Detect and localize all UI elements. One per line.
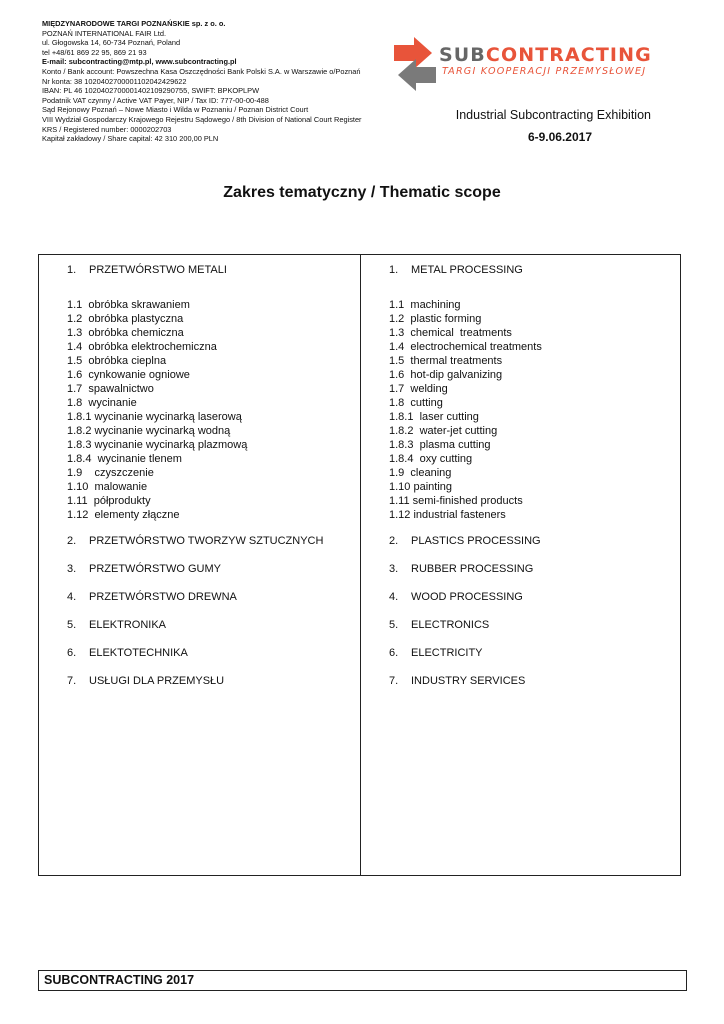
category-number: 1. xyxy=(389,264,399,276)
subcategory-list xyxy=(67,298,247,522)
column-divider xyxy=(360,255,361,875)
category-number: 5. xyxy=(389,619,399,631)
list-item: 1.8 wycinanie xyxy=(67,397,137,409)
list-item: 1.9 czyszczenie xyxy=(67,467,154,479)
category-number: 5. xyxy=(67,619,77,631)
list-item: 1.12 industrial fasteners xyxy=(389,509,506,521)
category-title: RUBBER PROCESSING xyxy=(411,563,534,575)
category-title: PLASTICS PROCESSING xyxy=(411,535,541,547)
subcategory-list xyxy=(389,298,542,522)
category-number: 2. xyxy=(389,535,399,547)
company-name: MIĘDZYNARODOWE TARGI POZNAŃSKIE sp. z o. o. xyxy=(42,19,226,28)
list-item: 1.7 spawalnictwo xyxy=(67,383,154,395)
category-number: 4. xyxy=(389,591,399,603)
list-item: 1.1 machining xyxy=(389,299,461,311)
list-item: 1.8.4 wycinanie tlenem xyxy=(67,453,182,465)
court-info: Sąd Rejonowy Poznań – Nowe Miasto i Wilda w Poznaniu / Poznan District Court xyxy=(42,105,309,115)
share-capital: Kapitał zakładowy / Share capital: 42 310 200,00 PLN xyxy=(42,134,219,144)
subcontracting-logo xyxy=(392,33,656,99)
logo-title-sub: SUB xyxy=(439,44,486,66)
category-title: WOOD PROCESSING xyxy=(411,591,523,603)
page-title: Zakres tematyczny / Thematic scope xyxy=(223,184,501,201)
category-title: PRZETWÓRSTWO DREWNA xyxy=(89,591,237,603)
krs-number: KRS / Registered number: 0000202703 xyxy=(42,124,172,134)
list-item: 1.5 thermal treatments xyxy=(389,355,503,367)
list-item: 1.10 painting xyxy=(389,481,452,493)
list-item: 1.4 electrochemical treatments xyxy=(389,341,542,353)
category-title: PRZETWÓRSTWO TWORZYW SZTUCZNYCH xyxy=(89,535,324,547)
logo-title-contracting: CONTRACTING xyxy=(485,44,652,66)
list-item: 1.2 plastic forming xyxy=(389,313,482,325)
list-item: 1.10 malowanie xyxy=(67,481,148,493)
category-number: 1. xyxy=(67,264,77,276)
list-item: 1.8.1 laser cutting xyxy=(389,411,479,423)
list-item: 1.5 obróbka cieplna xyxy=(67,355,167,367)
thematic-scope-table xyxy=(38,254,681,876)
list-item: 1.3 chemical treatments xyxy=(389,327,512,339)
category-title: INDUSTRY SERVICES xyxy=(411,675,526,687)
list-item: 1.1 obróbka skrawaniem xyxy=(67,299,190,311)
category-number: 7. xyxy=(67,675,77,687)
category-number: 7. xyxy=(389,675,399,687)
list-item: 1.12 elementy złączne xyxy=(67,509,180,521)
category-title: ELECTRICITY xyxy=(411,647,483,659)
category-title: ELECTRONICS xyxy=(411,619,490,631)
footer-title: SUBCONTRACTING 2017 xyxy=(38,970,687,991)
logo-title xyxy=(439,44,652,66)
list-item: 1.8 cutting xyxy=(389,397,443,409)
category-number: 3. xyxy=(389,563,399,575)
list-item: 1.11 semi-finished products xyxy=(389,495,523,507)
category-title: ELEKTRONIKA xyxy=(89,619,167,631)
list-item: 1.8.4 oxy cutting xyxy=(389,453,473,465)
list-item: 1.6 cynkowanie ogniowe xyxy=(67,369,190,381)
list-item: 1.8.2 wycinanie wycinarką wodną xyxy=(67,425,231,437)
category-title: USŁUGI DLA PRZEMYSŁU xyxy=(89,675,225,687)
list-item: 1.8.1 wycinanie wycinarką laserową xyxy=(67,411,242,423)
company-email: E-mail: subcontracting@mtp.pl, www.subcontracting.pl xyxy=(42,57,237,67)
list-item: 1.8.2 water-jet cutting xyxy=(389,425,498,437)
list-item: 1.8.3 plasma cutting xyxy=(389,439,491,451)
iban: IBAN: PL 46 1020402700001402109290755, SWIFT: BPKOPLPW xyxy=(42,86,260,96)
court-division: VIII Wydział Gospodarczy Krajowego Rejestru Sądowego / 8th Division of National Court Register xyxy=(42,114,362,124)
company-name-en: POZNAŃ INTERNATIONAL FAIR Ltd. xyxy=(42,28,167,38)
exhibition-dates: 6-9.06.2017 xyxy=(527,130,592,144)
list-item: 1.3 obróbka chemiczna xyxy=(67,327,184,339)
list-item: 1.6 hot-dip galvanizing xyxy=(389,369,503,381)
exhibition-name: Industrial Subcontracting Exhibition xyxy=(455,108,651,122)
category-number: 6. xyxy=(67,647,77,659)
list-item: 1.9 cleaning xyxy=(389,467,452,479)
company-address: ul. Głogowska 14, 60-734 Poznań, Poland xyxy=(42,38,181,48)
category-title: ELEKTOTECHNIKA xyxy=(89,647,188,659)
list-item: 1.7 welding xyxy=(389,383,448,395)
list-item: 1.2 obróbka plastyczna xyxy=(67,313,184,325)
list-item: 1.4 obróbka elektrochemiczna xyxy=(67,341,217,353)
account-number: Nr konta: 38 1020402700001102042429622 xyxy=(42,76,187,86)
company-info xyxy=(42,19,382,144)
logo-subtitle: TARGI KOOPERACJI PRZEMYSŁOWEJ xyxy=(442,66,647,77)
category-title: PRZETWÓRSTWO GUMY xyxy=(89,563,221,575)
category-title: PRZETWÓRSTWO METALI xyxy=(89,264,227,276)
category-number: 3. xyxy=(67,563,77,575)
category-title: METAL PROCESSING xyxy=(411,264,523,276)
bank-account: Konto / Bank account: Powszechna Kasa Oszczędności Bank Polski S.A. w Warszawie o/Poznań xyxy=(42,66,361,76)
list-item: 1.8.3 wycinanie wycinarką plazmową xyxy=(67,439,248,451)
company-phone: tel +48/61 869 22 95, 869 21 93 xyxy=(42,47,147,57)
vat-info: Podatnik VAT czynny / Active VAT Payer, NIP / Tax ID: 777-00-00-488 xyxy=(42,95,269,105)
category-number: 4. xyxy=(67,591,77,603)
category-number: 6. xyxy=(389,647,399,659)
list-item: 1.11 półprodukty xyxy=(67,495,151,507)
category-number: 2. xyxy=(67,535,77,547)
